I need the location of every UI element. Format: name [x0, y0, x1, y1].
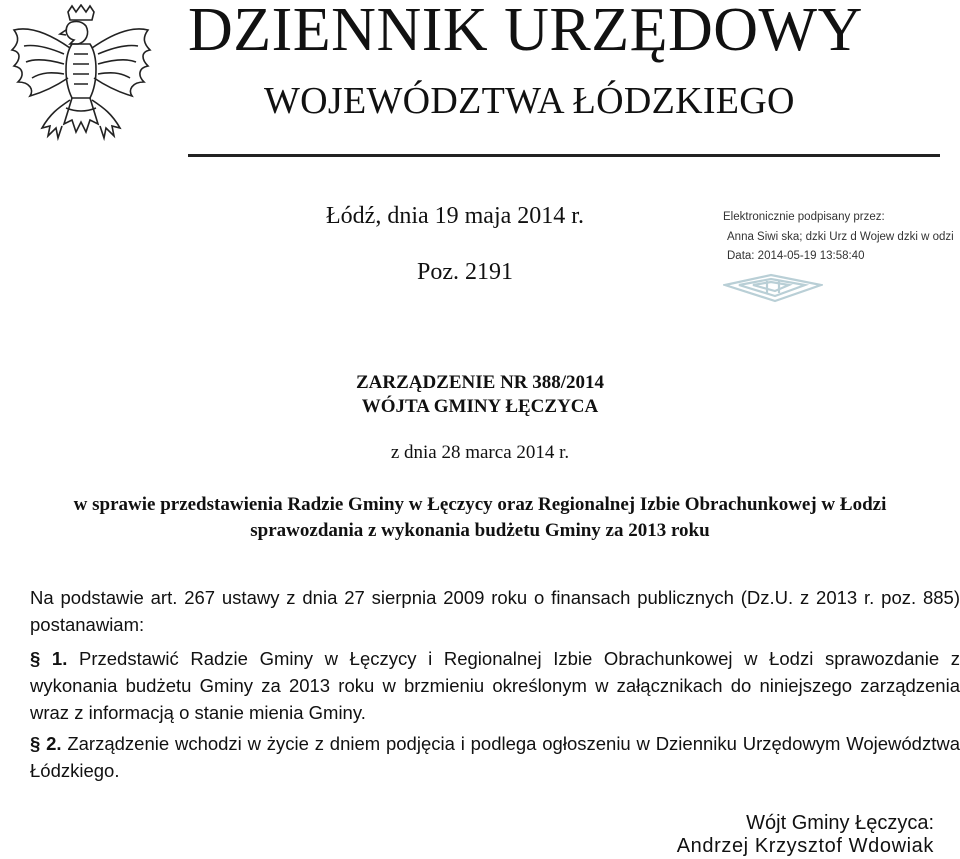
act-subject-line2: sprawozdania z wykonania budżetu Gminy za 2013 roku — [250, 520, 710, 541]
polish-eagle-emblem-icon — [6, 4, 156, 156]
publication-position: Poz. 2191 — [417, 259, 513, 285]
publication-date: Łódź, dnia 19 maja 2014 r. — [326, 203, 584, 229]
gazette-subtitle: WOJEWÓDZTWA ŁÓDZKIEGO — [264, 80, 795, 122]
act-date: z dnia 28 marca 2014 r. — [390, 442, 570, 463]
electronic-signature-stamp — [723, 211, 960, 301]
paragraph-1-text: Przedstawić Radzie Gminy w Łęczycy i Regionalnej Izbie Obrachunkowej w Łodzi sprawozdanie z wykonania budżetu Gminy za 2013 roku w brzmieniu określonym w załącznikach do niniejszego zarządzenia wraz z informacją o stanie mienia Gminy. — [30, 648, 960, 723]
paragraph-2-text: Zarządzenie wchodzi w życie z dniem podjęcia i podlega ogłoszeniu w Dzienniku Urzędowym Województwa Łódzkiego. — [30, 733, 960, 781]
signature-logo-icon — [723, 271, 823, 303]
act-title-line1: ZARZĄDZENIE NR 388/2014 — [355, 372, 605, 393]
paragraph-2-label: § 2. — [30, 733, 62, 754]
signature-label: Elektronicznie podpisany przez: — [723, 211, 885, 223]
act-title-line2: WÓJTA GMINY ŁĘCZYCA — [361, 396, 599, 417]
signatory-name: Andrzej Krzysztof Wdowiak — [676, 835, 934, 857]
paragraph-1 — [6, 645, 960, 726]
signatory-role: Wójt Gminy Łęczyca: — [746, 812, 934, 834]
gazette-title: DZIENNIK URZĘDOWY — [188, 0, 863, 64]
legal-basis-preamble: Na podstawie art. 267 ustawy z dnia 27 sierpnia 2009 roku o finansach publicznych (Dz.U. z 2013 r. poz. 885) postanawiam: — [30, 587, 960, 635]
act-subject-line1: w sprawie przedstawienia Radzie Gminy w Łęczycy oraz Regionalnej Izbie Obrachunkowej w Łodzi — [73, 494, 887, 515]
signature-date: Data: 2014-05-19 13:58:40 — [727, 250, 865, 262]
header-rule — [188, 154, 940, 157]
paragraph-2 — [6, 730, 960, 784]
paragraph-1-label: § 1. — [30, 648, 68, 669]
signature-signer: Anna Siwi ska; dzki Urz d Wojew dzki w odzi — [727, 231, 954, 243]
